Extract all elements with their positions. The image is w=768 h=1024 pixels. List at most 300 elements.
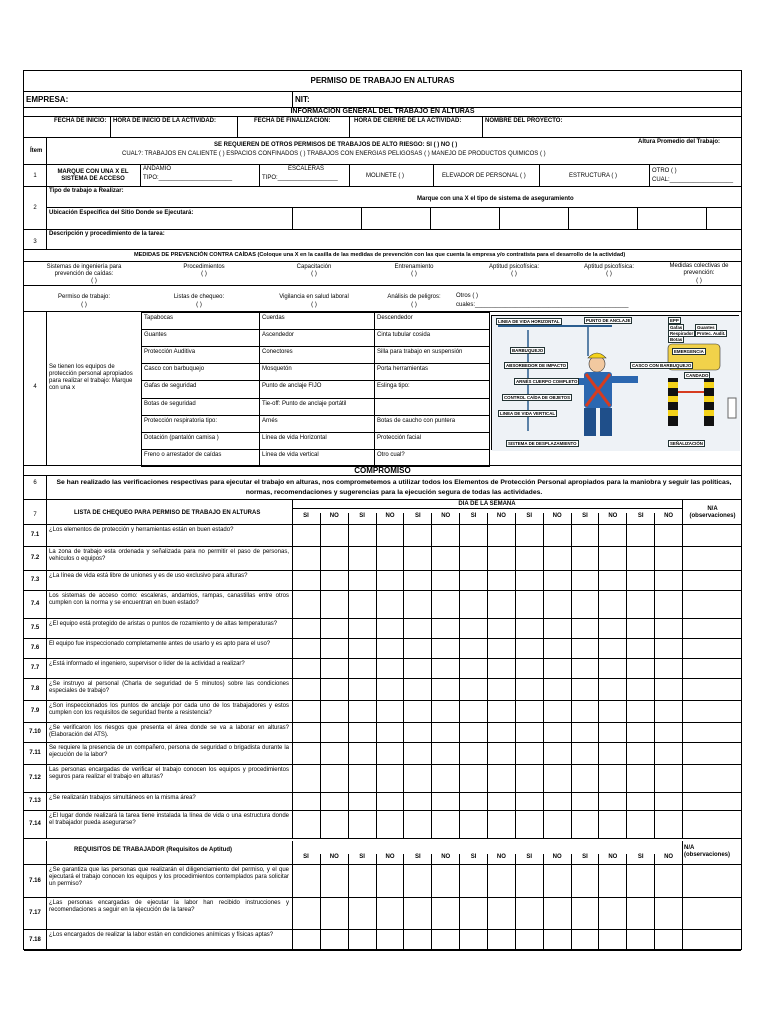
check-cell[interactable]: [654, 547, 682, 570]
check-cell[interactable]: [292, 723, 320, 742]
check-cell[interactable]: [543, 679, 571, 700]
epp-item[interactable]: [141, 346, 260, 364]
observaciones-cell[interactable]: [683, 619, 741, 638]
epp-item[interactable]: [141, 449, 260, 467]
check-cell[interactable]: [626, 765, 654, 792]
estructura-option[interactable]: ESTRUCTURA ( ): [569, 173, 617, 179]
check-cell[interactable]: [571, 930, 599, 950]
check-cell[interactable]: [543, 793, 571, 810]
check-cell[interactable]: [431, 930, 459, 950]
check-cell[interactable]: [348, 659, 376, 678]
check-cell[interactable]: [431, 525, 459, 546]
epp-item[interactable]: [374, 415, 490, 433]
check-cell[interactable]: [487, 743, 515, 764]
check-cell[interactable]: [543, 930, 571, 950]
check-cell[interactable]: [292, 591, 320, 618]
check-cell[interactable]: [348, 679, 376, 700]
check-cell[interactable]: [515, 765, 543, 792]
check-cell[interactable]: [459, 865, 487, 897]
check-cell[interactable]: [487, 930, 515, 950]
check-cell[interactable]: [376, 679, 404, 700]
check-cell[interactable]: [515, 591, 543, 618]
check-cell[interactable]: [598, 571, 626, 590]
check-cell[interactable]: [403, 743, 431, 764]
check-cell[interactable]: [654, 723, 682, 742]
epp-item[interactable]: [374, 380, 490, 398]
observaciones-cell[interactable]: [683, 743, 741, 764]
check-cell[interactable]: [403, 571, 431, 590]
check-cell[interactable]: [292, 639, 320, 658]
epp-item[interactable]: [259, 380, 375, 398]
otro-option[interactable]: OTRO ( ): [652, 168, 677, 174]
check-cell[interactable]: [626, 619, 654, 638]
check-cell[interactable]: [654, 865, 682, 897]
check-cell[interactable]: [598, 865, 626, 897]
check-cell[interactable]: [571, 639, 599, 658]
check-cell[interactable]: [626, 571, 654, 590]
check-cell[interactable]: [654, 793, 682, 810]
check-cell[interactable]: [348, 591, 376, 618]
check-cell[interactable]: [348, 793, 376, 810]
check-cell[interactable]: [515, 898, 543, 929]
epp-item[interactable]: [259, 449, 375, 467]
check-cell[interactable]: [376, 930, 404, 950]
check-cell[interactable]: [292, 765, 320, 792]
check-cell[interactable]: [487, 723, 515, 742]
check-cell[interactable]: [626, 547, 654, 570]
check-cell[interactable]: [348, 930, 376, 950]
check-cell[interactable]: [626, 591, 654, 618]
check-cell[interactable]: [376, 547, 404, 570]
check-cell[interactable]: [431, 659, 459, 678]
check-cell[interactable]: [654, 591, 682, 618]
epp-item[interactable]: [374, 398, 490, 416]
check-cell[interactable]: [431, 898, 459, 929]
check-cell[interactable]: [376, 619, 404, 638]
epp-item[interactable]: [374, 449, 490, 467]
check-cell[interactable]: [320, 723, 348, 742]
check-cell[interactable]: [654, 639, 682, 658]
medida-cuales-field[interactable]: cuales:______________________________________________: [456, 302, 629, 308]
check-cell[interactable]: [348, 701, 376, 722]
check-cell[interactable]: [487, 547, 515, 570]
check-cell[interactable]: [348, 639, 376, 658]
check-cell[interactable]: [515, 930, 543, 950]
observaciones-cell[interactable]: [683, 547, 741, 570]
check-cell[interactable]: [598, 723, 626, 742]
check-cell[interactable]: [515, 701, 543, 722]
check-cell[interactable]: [598, 619, 626, 638]
check-cell[interactable]: [571, 619, 599, 638]
observaciones-cell[interactable]: [683, 639, 741, 658]
observaciones-cell[interactable]: [683, 765, 741, 792]
check-cell[interactable]: [348, 525, 376, 546]
epp-item[interactable]: [374, 432, 490, 450]
molinete-option[interactable]: MOLINETE ( ): [366, 173, 405, 179]
check-cell[interactable]: [376, 743, 404, 764]
check-cell[interactable]: [543, 811, 571, 838]
observaciones-cell[interactable]: [683, 811, 741, 838]
check-cell[interactable]: [515, 619, 543, 638]
check-cell[interactable]: [571, 547, 599, 570]
check-cell[interactable]: [459, 743, 487, 764]
check-cell[interactable]: [320, 898, 348, 929]
check-cell[interactable]: [571, 679, 599, 700]
observaciones-cell[interactable]: [683, 930, 741, 950]
andamio-tipo-field[interactable]: TIPO:______________________: [143, 175, 233, 181]
check-cell[interactable]: [292, 898, 320, 929]
check-cell[interactable]: [487, 865, 515, 897]
epp-item[interactable]: [374, 346, 490, 364]
check-cell[interactable]: [543, 701, 571, 722]
medida-colectivas-check[interactable]: ( ): [696, 278, 702, 284]
epp-item[interactable]: [259, 432, 375, 450]
check-cell[interactable]: [459, 525, 487, 546]
observaciones-cell[interactable]: [683, 898, 741, 929]
check-cell[interactable]: [487, 765, 515, 792]
check-cell[interactable]: [348, 865, 376, 897]
check-cell[interactable]: [626, 679, 654, 700]
check-cell[interactable]: [376, 659, 404, 678]
epp-item[interactable]: [259, 329, 375, 347]
check-cell[interactable]: [543, 765, 571, 792]
check-cell[interactable]: [403, 793, 431, 810]
check-cell[interactable]: [320, 659, 348, 678]
check-cell[interactable]: [348, 743, 376, 764]
check-cell[interactable]: [403, 619, 431, 638]
check-cell[interactable]: [626, 793, 654, 810]
check-cell[interactable]: [543, 865, 571, 897]
epp-item[interactable]: [374, 363, 490, 381]
check-cell[interactable]: [376, 571, 404, 590]
check-cell[interactable]: [654, 930, 682, 950]
check-cell[interactable]: [654, 571, 682, 590]
check-cell[interactable]: [515, 571, 543, 590]
check-cell[interactable]: [571, 898, 599, 929]
check-cell[interactable]: [487, 793, 515, 810]
observaciones-cell[interactable]: [683, 659, 741, 678]
escaleras-tipo-field[interactable]: TIPO:__________________: [262, 175, 338, 181]
observaciones-cell[interactable]: [683, 525, 741, 546]
check-cell[interactable]: [571, 701, 599, 722]
check-cell[interactable]: [571, 659, 599, 678]
check-cell[interactable]: [431, 701, 459, 722]
check-cell[interactable]: [459, 811, 487, 838]
check-cell[interactable]: [626, 525, 654, 546]
check-cell[interactable]: [543, 525, 571, 546]
check-cell[interactable]: [431, 723, 459, 742]
check-cell[interactable]: [598, 793, 626, 810]
check-cell[interactable]: [571, 865, 599, 897]
check-cell[interactable]: [431, 571, 459, 590]
check-cell[interactable]: [403, 865, 431, 897]
check-cell[interactable]: [292, 793, 320, 810]
check-cell[interactable]: [292, 525, 320, 546]
check-cell[interactable]: [431, 591, 459, 618]
check-cell[interactable]: [320, 547, 348, 570]
check-cell[interactable]: [320, 591, 348, 618]
check-cell[interactable]: [376, 525, 404, 546]
check-cell[interactable]: [348, 723, 376, 742]
elevador-option[interactable]: ELEVADOR DE PERSONAL ( ): [442, 173, 526, 179]
check-cell[interactable]: [292, 659, 320, 678]
epp-item[interactable]: [141, 363, 260, 381]
check-cell[interactable]: [292, 930, 320, 950]
otro-cual-field[interactable]: CUAL:___________________: [652, 177, 734, 183]
epp-item[interactable]: [259, 363, 375, 381]
check-cell[interactable]: [459, 793, 487, 810]
medida-aptitud-1-check[interactable]: ( ): [511, 271, 517, 277]
check-cell[interactable]: [431, 765, 459, 792]
check-cell[interactable]: [598, 639, 626, 658]
check-cell[interactable]: [543, 898, 571, 929]
check-cell[interactable]: [320, 701, 348, 722]
check-cell[interactable]: [654, 765, 682, 792]
check-cell[interactable]: [431, 811, 459, 838]
epp-item[interactable]: [259, 415, 375, 433]
check-cell[interactable]: [320, 571, 348, 590]
check-cell[interactable]: [403, 639, 431, 658]
check-cell[interactable]: [459, 930, 487, 950]
check-cell[interactable]: [515, 659, 543, 678]
check-cell[interactable]: [598, 525, 626, 546]
check-cell[interactable]: [403, 811, 431, 838]
check-cell[interactable]: [626, 865, 654, 897]
check-cell[interactable]: [431, 679, 459, 700]
check-cell[interactable]: [598, 591, 626, 618]
medida-listas-check[interactable]: ( ): [196, 302, 202, 308]
check-cell[interactable]: [626, 701, 654, 722]
check-cell[interactable]: [292, 679, 320, 700]
check-cell[interactable]: [320, 793, 348, 810]
check-cell[interactable]: [292, 811, 320, 838]
check-cell[interactable]: [459, 898, 487, 929]
check-cell[interactable]: [431, 865, 459, 897]
check-cell[interactable]: [320, 679, 348, 700]
check-cell[interactable]: [348, 619, 376, 638]
check-cell[interactable]: [403, 898, 431, 929]
check-cell[interactable]: [515, 811, 543, 838]
check-cell[interactable]: [626, 639, 654, 658]
check-cell[interactable]: [459, 639, 487, 658]
check-cell[interactable]: [431, 743, 459, 764]
check-cell[interactable]: [459, 571, 487, 590]
medida-analisis-check[interactable]: ( ): [411, 302, 417, 308]
check-cell[interactable]: [459, 619, 487, 638]
epp-item[interactable]: [141, 415, 260, 433]
check-cell[interactable]: [543, 639, 571, 658]
check-cell[interactable]: [543, 547, 571, 570]
check-cell[interactable]: [348, 765, 376, 792]
check-cell[interactable]: [598, 701, 626, 722]
check-cell[interactable]: [487, 659, 515, 678]
check-cell[interactable]: [487, 898, 515, 929]
check-cell[interactable]: [376, 639, 404, 658]
check-cell[interactable]: [654, 679, 682, 700]
check-cell[interactable]: [598, 811, 626, 838]
check-cell[interactable]: [598, 743, 626, 764]
check-cell[interactable]: [320, 865, 348, 897]
check-cell[interactable]: [543, 723, 571, 742]
check-cell[interactable]: [348, 811, 376, 838]
check-cell[interactable]: [292, 701, 320, 722]
check-cell[interactable]: [571, 811, 599, 838]
observaciones-cell[interactable]: [683, 591, 741, 618]
check-cell[interactable]: [487, 525, 515, 546]
medida-aptitud-2-check[interactable]: ( ): [606, 271, 612, 277]
check-cell[interactable]: [431, 547, 459, 570]
check-cell[interactable]: [403, 547, 431, 570]
epp-item[interactable]: [141, 398, 260, 416]
check-cell[interactable]: [626, 898, 654, 929]
check-cell[interactable]: [403, 679, 431, 700]
check-cell[interactable]: [626, 930, 654, 950]
check-cell[interactable]: [292, 619, 320, 638]
check-cell[interactable]: [515, 793, 543, 810]
observaciones-cell[interactable]: [683, 571, 741, 590]
check-cell[interactable]: [654, 811, 682, 838]
medida-otros[interactable]: Otros ( ): [456, 293, 478, 299]
check-cell[interactable]: [515, 865, 543, 897]
check-cell[interactable]: [320, 765, 348, 792]
check-cell[interactable]: [598, 898, 626, 929]
check-cell[interactable]: [348, 571, 376, 590]
check-cell[interactable]: [571, 793, 599, 810]
check-cell[interactable]: [543, 659, 571, 678]
check-cell[interactable]: [320, 811, 348, 838]
check-cell[interactable]: [515, 743, 543, 764]
check-cell[interactable]: [403, 930, 431, 950]
check-cell[interactable]: [571, 591, 599, 618]
check-cell[interactable]: [571, 525, 599, 546]
epp-item[interactable]: [141, 432, 260, 450]
epp-item[interactable]: [141, 329, 260, 347]
check-cell[interactable]: [626, 743, 654, 764]
check-cell[interactable]: [376, 811, 404, 838]
check-cell[interactable]: [598, 765, 626, 792]
check-cell[interactable]: [598, 659, 626, 678]
check-cell[interactable]: [403, 765, 431, 792]
check-cell[interactable]: [515, 639, 543, 658]
check-cell[interactable]: [292, 865, 320, 897]
epp-item[interactable]: [141, 380, 260, 398]
check-cell[interactable]: [487, 811, 515, 838]
check-cell[interactable]: [403, 525, 431, 546]
check-cell[interactable]: [654, 701, 682, 722]
observaciones-cell[interactable]: [683, 723, 741, 742]
check-cell[interactable]: [403, 591, 431, 618]
epp-item[interactable]: [259, 398, 375, 416]
observaciones-cell[interactable]: [683, 679, 741, 700]
check-cell[interactable]: [403, 701, 431, 722]
check-cell[interactable]: [598, 930, 626, 950]
check-cell[interactable]: [320, 619, 348, 638]
medida-permiso-check[interactable]: ( ): [81, 302, 87, 308]
check-cell[interactable]: [376, 591, 404, 618]
check-cell[interactable]: [626, 811, 654, 838]
check-cell[interactable]: [320, 525, 348, 546]
observaciones-cell[interactable]: [683, 865, 741, 897]
check-cell[interactable]: [515, 525, 543, 546]
check-cell[interactable]: [431, 619, 459, 638]
check-cell[interactable]: [459, 765, 487, 792]
check-cell[interactable]: [598, 547, 626, 570]
check-cell[interactable]: [543, 743, 571, 764]
epp-item[interactable]: [259, 346, 375, 364]
check-cell[interactable]: [543, 619, 571, 638]
check-cell[interactable]: [515, 679, 543, 700]
check-cell[interactable]: [487, 701, 515, 722]
check-cell[interactable]: [431, 639, 459, 658]
epp-item[interactable]: [141, 312, 260, 330]
check-cell[interactable]: [459, 659, 487, 678]
check-cell[interactable]: [543, 591, 571, 618]
check-cell[interactable]: [320, 743, 348, 764]
check-cell[interactable]: [376, 898, 404, 929]
check-cell[interactable]: [571, 723, 599, 742]
observaciones-cell[interactable]: [683, 701, 741, 722]
epp-item[interactable]: [374, 329, 490, 347]
check-cell[interactable]: [487, 571, 515, 590]
check-cell[interactable]: [654, 525, 682, 546]
epp-item[interactable]: [259, 312, 375, 330]
check-cell[interactable]: [292, 743, 320, 764]
medida-vigilancia-check[interactable]: ( ): [311, 302, 317, 308]
check-cell[interactable]: [459, 547, 487, 570]
check-cell[interactable]: [376, 793, 404, 810]
check-cell[interactable]: [543, 571, 571, 590]
epp-item[interactable]: [374, 312, 490, 330]
medida-ingenieria-check[interactable]: ( ): [91, 278, 97, 284]
check-cell[interactable]: [654, 619, 682, 638]
check-cell[interactable]: [459, 591, 487, 618]
check-cell[interactable]: [292, 571, 320, 590]
check-cell[interactable]: [571, 571, 599, 590]
observaciones-cell[interactable]: [683, 793, 741, 810]
check-cell[interactable]: [515, 723, 543, 742]
check-cell[interactable]: [487, 639, 515, 658]
check-cell[interactable]: [376, 701, 404, 722]
check-cell[interactable]: [403, 723, 431, 742]
check-cell[interactable]: [459, 701, 487, 722]
check-cell[interactable]: [459, 723, 487, 742]
check-cell[interactable]: [571, 765, 599, 792]
check-cell[interactable]: [320, 930, 348, 950]
check-cell[interactable]: [626, 723, 654, 742]
check-cell[interactable]: [376, 765, 404, 792]
check-cell[interactable]: [348, 547, 376, 570]
check-cell[interactable]: [487, 679, 515, 700]
check-cell[interactable]: [403, 659, 431, 678]
check-cell[interactable]: [459, 679, 487, 700]
check-cell[interactable]: [598, 679, 626, 700]
check-cell[interactable]: [348, 898, 376, 929]
check-cell[interactable]: [376, 723, 404, 742]
check-cell[interactable]: [654, 743, 682, 764]
check-cell[interactable]: [376, 865, 404, 897]
medida-procedimientos-check[interactable]: ( ): [201, 271, 207, 277]
check-cell[interactable]: [431, 793, 459, 810]
check-cell[interactable]: [487, 619, 515, 638]
check-cell[interactable]: [571, 743, 599, 764]
check-cell[interactable]: [487, 591, 515, 618]
check-cell[interactable]: [292, 547, 320, 570]
medida-capacitacion-check[interactable]: ( ): [311, 271, 317, 277]
medida-entrenamiento-check[interactable]: ( ): [411, 271, 417, 277]
check-cell[interactable]: [515, 547, 543, 570]
check-cell[interactable]: [626, 659, 654, 678]
check-cell[interactable]: [654, 659, 682, 678]
